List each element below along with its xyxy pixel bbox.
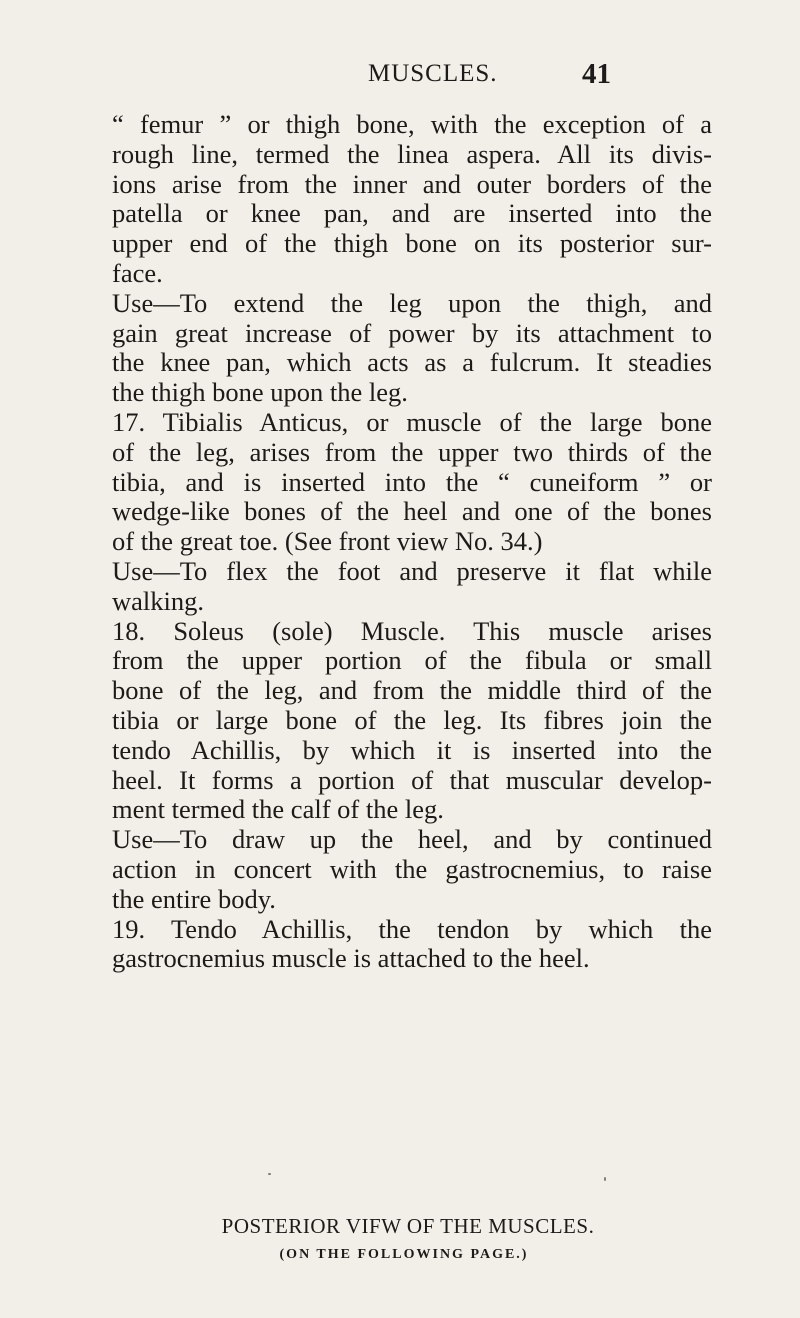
- text-line: gastrocnemius muscle is attached to the heel.: [112, 943, 590, 974]
- text-line: of the great toe. (See front view No. 34.): [112, 526, 543, 557]
- text-line: upper end of the thigh bone on its posterior sur-: [112, 228, 712, 259]
- text-line: 19. Tendo Achillis, the tendon by which the: [112, 913, 712, 944]
- running-title: MUSCLES.: [368, 60, 498, 87]
- text-line: bone of the leg, and from the middle third of the: [112, 675, 712, 706]
- text-line: wedge-like bones of the heel and one of the bones: [112, 496, 712, 527]
- text-line: Use—To flex the foot and preserve it flat while: [112, 555, 712, 586]
- text-line: action in concert with the gastrocnemius, to raise: [112, 853, 712, 884]
- body-text: [112, 110, 712, 974]
- text-line: gain great increase of power by its attachment to: [112, 317, 712, 348]
- text-line: heel. It forms a portion of that muscular develop-: [112, 764, 712, 795]
- text-line: ions arise from the inner and outer borders of the: [112, 168, 712, 199]
- text-line: 17. Tibialis Anticus, or muscle of the large bone: [112, 406, 712, 437]
- text-line: ment termed the calf of the leg.: [112, 794, 444, 825]
- text-line: from the upper portion of the fibula or small: [112, 645, 712, 676]
- text-line: the thigh bone upon the leg.: [112, 377, 408, 408]
- text-line: rough line, termed the linea aspera. All its divis-: [112, 138, 712, 169]
- text-line: the knee pan, which acts as a fulcrum. It steadies: [112, 347, 712, 378]
- text-line: walking.: [112, 585, 204, 616]
- text-line: tibia or large bone of the leg. Its fibres join the: [112, 704, 712, 735]
- print-speck: [604, 1177, 606, 1181]
- text-line: Use—To extend the leg upon the thigh, and: [112, 287, 712, 318]
- figure-caption-note: (ON THE FOLLOWING PAGE.): [279, 1247, 529, 1262]
- text-line: of the leg, arises from the upper two thirds of the: [112, 436, 712, 467]
- page-number: 41: [582, 58, 611, 90]
- text-line: patella or knee pan, and are inserted into the: [112, 198, 712, 229]
- text-line: “ femur ” or thigh bone, with the exception of a: [112, 109, 712, 139]
- text-line: face.: [112, 257, 163, 288]
- text-line: Use—To draw up the heel, and by continued: [112, 824, 712, 855]
- running-header: [0, 60, 800, 96]
- text-line: the entire body.: [112, 883, 276, 914]
- text-line: tibia, and is inserted into the “ cuneiform ” or: [112, 466, 712, 497]
- text-line: tendo Achillis, by which it is inserted into the: [112, 734, 712, 765]
- print-speck: [268, 1173, 271, 1175]
- figure-caption-title: POSTERIOR VIFW OF THE MUSCLES.: [221, 1214, 595, 1238]
- text-line: 18. Soleus (sole) Muscle. This muscle arises: [112, 615, 712, 646]
